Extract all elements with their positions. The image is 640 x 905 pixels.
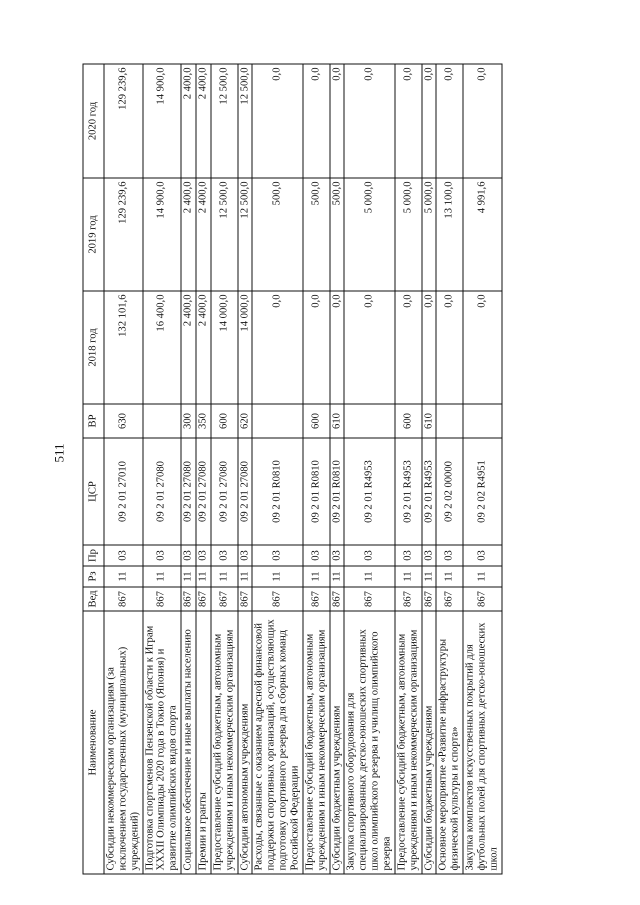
cell-csr: 09 2 01 27080 — [211, 438, 238, 545]
cell-ved: 867 — [463, 587, 502, 611]
page-number — [50, 440, 70, 466]
cell-rz: 11 — [344, 566, 394, 587]
cell-2018: 0,0 — [436, 291, 463, 404]
table-row — [104, 64, 143, 874]
table-row — [330, 64, 345, 874]
cell-rz: 11 — [211, 566, 238, 587]
cell-csr: 09 2 01 27080 — [196, 438, 211, 545]
cell-name: Предоставление субсидий бюджетным, автономным учреждениям и иным некоммерческим организациям — [395, 611, 422, 874]
table-row — [211, 64, 238, 874]
cell-vr — [463, 404, 502, 438]
cell-2019: 14 900,0 — [143, 178, 182, 291]
cell-pr: 03 — [104, 545, 143, 566]
cell-2019: 2 400,0 — [196, 178, 211, 291]
cell-2020: 0,0 — [422, 64, 437, 178]
table-row — [303, 64, 330, 874]
cell-2020: 0,0 — [330, 64, 345, 178]
cell-2018: 0,0 — [395, 291, 422, 404]
cell-csr: 09 2 02 R4951 — [463, 438, 502, 545]
cell-csr: 09 2 02 00000 — [436, 438, 463, 545]
cell-vr: 600 — [211, 404, 238, 438]
cell-ved: 867 — [143, 587, 182, 611]
cell-name: Закупка комплектов искусственных покрытий для футбольных полей для спортивных детско-юношеских школ — [463, 611, 502, 874]
cell-vr: 300 — [181, 404, 196, 438]
header-pr: Пр — [83, 545, 104, 566]
cell-ved: 867 — [422, 587, 437, 611]
cell-pr: 03 — [344, 545, 394, 566]
cell-pr: 03 — [196, 545, 211, 566]
table-row — [143, 64, 182, 874]
cell-2020: 0,0 — [252, 64, 302, 178]
cell-ved: 867 — [181, 587, 196, 611]
cell-pr: 03 — [143, 545, 182, 566]
cell-ved: 867 — [104, 587, 143, 611]
cell-rz: 11 — [463, 566, 502, 587]
cell-2019: 500,0 — [252, 178, 302, 291]
cell-2019: 5 000,0 — [422, 178, 437, 291]
table-row — [181, 64, 196, 874]
cell-2018: 0,0 — [344, 291, 394, 404]
header-vr: ВР — [83, 404, 104, 438]
cell-2019: 500,0 — [303, 178, 330, 291]
header-2020: 2020 год — [83, 64, 104, 178]
header-2019: 2019 год — [83, 178, 104, 291]
cell-ved: 867 — [238, 587, 253, 611]
cell-csr: 09 2 01 27080 — [181, 438, 196, 545]
cell-name: Расходы, связанные с оказанием адресной финансовой поддержки спортивных организаций, осуществляющих подготовку спортивного резерва для сборных команд Российской Федерации — [252, 611, 302, 874]
cell-ved: 867 — [196, 587, 211, 611]
cell-csr: 09 2 01 27080 — [143, 438, 182, 545]
cell-rz: 11 — [181, 566, 196, 587]
cell-name: Субсидии бюджетным учреждениям — [330, 611, 345, 874]
cell-name: Субсидии бюджетным учреждениям — [422, 611, 437, 874]
cell-pr: 03 — [181, 545, 196, 566]
cell-2019: 2 400,0 — [181, 178, 196, 291]
table-body — [104, 64, 502, 874]
cell-pr: 03 — [211, 545, 238, 566]
cell-2019: 500,0 — [330, 178, 345, 291]
cell-2018: 2 400,0 — [181, 291, 196, 404]
cell-pr: 03 — [303, 545, 330, 566]
cell-pr: 03 — [436, 545, 463, 566]
cell-pr: 03 — [252, 545, 302, 566]
cell-name: Предоставление субсидий бюджетным, автономным учреждениям и иным некоммерческим организациям — [211, 611, 238, 874]
cell-2020: 12 500,0 — [211, 64, 238, 178]
cell-pr: 03 — [395, 545, 422, 566]
cell-rz: 11 — [436, 566, 463, 587]
cell-vr: 620 — [238, 404, 253, 438]
cell-vr — [143, 404, 182, 438]
cell-rz: 11 — [104, 566, 143, 587]
cell-2019: 5 000,0 — [395, 178, 422, 291]
cell-2018: 14 000,0 — [238, 291, 253, 404]
cell-pr: 03 — [238, 545, 253, 566]
cell-ved: 867 — [303, 587, 330, 611]
cell-csr: 09 2 01 R0810 — [303, 438, 330, 545]
cell-rz: 11 — [252, 566, 302, 587]
cell-csr: 09 2 01 R0810 — [252, 438, 302, 545]
table-row — [196, 64, 211, 874]
table-row — [463, 64, 502, 874]
cell-csr: 09 2 01 R4953 — [344, 438, 394, 545]
cell-csr: 09 2 01 R0810 — [330, 438, 345, 545]
cell-name: Субсидии некоммерческим организациям (за исключением государственных (муниципальных) учреждений) — [104, 611, 143, 874]
cell-vr — [252, 404, 302, 438]
cell-ved: 867 — [211, 587, 238, 611]
cell-2019: 12 500,0 — [238, 178, 253, 291]
table-row — [344, 64, 394, 874]
cell-rz: 11 — [395, 566, 422, 587]
cell-2019: 4 991,6 — [463, 178, 502, 291]
cell-2019: 12 500,0 — [211, 178, 238, 291]
cell-pr: 03 — [463, 545, 502, 566]
cell-name: Социальное обеспечение и иные выплаты населению — [181, 611, 196, 874]
cell-2018: 0,0 — [422, 291, 437, 404]
cell-vr: 610 — [422, 404, 437, 438]
table-row — [395, 64, 422, 874]
cell-2020: 12 500,0 — [238, 64, 253, 178]
cell-vr: 630 — [104, 404, 143, 438]
rotated-table-area — [82, 65, 557, 875]
cell-2018: 0,0 — [463, 291, 502, 404]
cell-ved: 867 — [344, 587, 394, 611]
table-row — [436, 64, 463, 874]
cell-csr: 09 2 01 27080 — [238, 438, 253, 545]
cell-name: Субсидии автономным учреждениям — [238, 611, 253, 874]
cell-ved: 867 — [252, 587, 302, 611]
cell-2018: 0,0 — [303, 291, 330, 404]
cell-2020: 129 239,6 — [104, 64, 143, 178]
cell-rz: 11 — [303, 566, 330, 587]
budget-table — [83, 64, 503, 875]
cell-csr: 09 2 01 27010 — [104, 438, 143, 545]
cell-rz: 11 — [330, 566, 345, 587]
cell-name: Подготовка спортсменов Пензенской области к Играм XXXII Олимпиады 2020 года в Токио (Япония) и развитие олимпийских видов спорта — [143, 611, 182, 874]
cell-2018: 2 400,0 — [196, 291, 211, 404]
cell-rz: 11 — [238, 566, 253, 587]
header-ved: Вед — [83, 587, 104, 611]
cell-2020: 2 400,0 — [196, 64, 211, 178]
cell-2019: 13 100,0 — [436, 178, 463, 291]
cell-vr: 600 — [395, 404, 422, 438]
header-rz: Рз — [83, 566, 104, 587]
cell-name: Основное мероприятие «Развитие инфраструктуры физической культуры и спорта» — [436, 611, 463, 874]
cell-ved: 867 — [395, 587, 422, 611]
cell-vr — [344, 404, 394, 438]
cell-2020: 0,0 — [463, 64, 502, 178]
cell-2018: 16 400,0 — [143, 291, 182, 404]
cell-2020: 0,0 — [436, 64, 463, 178]
cell-vr: 600 — [303, 404, 330, 438]
table-row — [422, 64, 437, 874]
cell-ved: 867 — [436, 587, 463, 611]
cell-2018: 132 101,6 — [104, 291, 143, 404]
cell-2020: 14 900,0 — [143, 64, 182, 178]
cell-ved: 867 — [330, 587, 345, 611]
budget-table-wrapper — [83, 65, 558, 875]
cell-name: Закупка спортивного оборудования для специализированных детско-юношеских спортивных школ олимпийского резерва и училищ олимпийского резерва — [344, 611, 394, 874]
cell-csr: 09 2 01 R4953 — [395, 438, 422, 545]
header-2018: 2018 год — [83, 291, 104, 404]
cell-rz: 11 — [196, 566, 211, 587]
cell-vr: 350 — [196, 404, 211, 438]
cell-rz: 11 — [422, 566, 437, 587]
table-row — [238, 64, 253, 874]
cell-vr — [436, 404, 463, 438]
cell-csr: 09 2 01 R4953 — [422, 438, 437, 545]
table-header-row — [83, 64, 104, 874]
cell-pr: 03 — [422, 545, 437, 566]
header-csr: ЦСР — [83, 438, 104, 545]
cell-name: Предоставление субсидий бюджетным, автономным учреждениям и иным некоммерческим организациям — [303, 611, 330, 874]
cell-2020: 0,0 — [344, 64, 394, 178]
cell-2020: 0,0 — [395, 64, 422, 178]
cell-name: Премии и гранты — [196, 611, 211, 874]
page-number-text: 511 — [52, 443, 67, 463]
cell-2018: 0,0 — [252, 291, 302, 404]
header-name: Наименование — [83, 611, 104, 874]
cell-2018: 14 000,0 — [211, 291, 238, 404]
cell-rz: 11 — [143, 566, 182, 587]
cell-2018: 0,0 — [330, 291, 345, 404]
cell-2019: 5 000,0 — [344, 178, 394, 291]
cell-2020: 2 400,0 — [181, 64, 196, 178]
cell-2019: 129 239,6 — [104, 178, 143, 291]
cell-pr: 03 — [330, 545, 345, 566]
cell-2020: 0,0 — [303, 64, 330, 178]
table-row — [252, 64, 302, 874]
cell-vr: 610 — [330, 404, 345, 438]
